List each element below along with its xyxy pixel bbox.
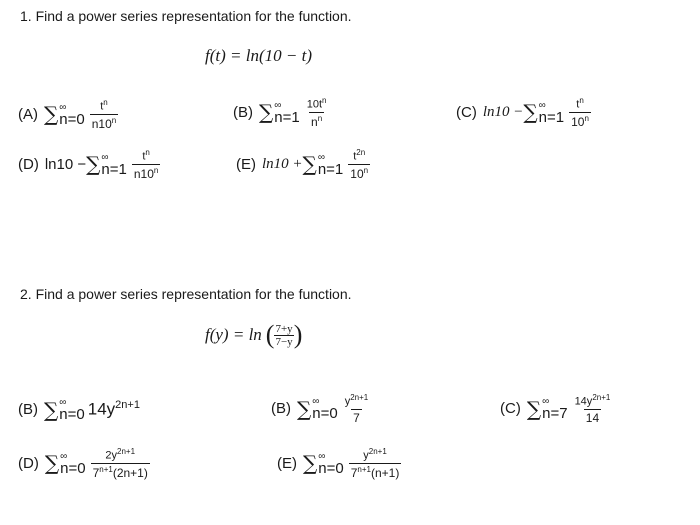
fraction: $\frac{14y^{2n+1}}{14}$ (574, 393, 611, 425)
option-label: (C) (456, 103, 477, 121)
fraction: $\frac{t^{2n}}{10^n}$ (350, 148, 369, 181)
sum-limits: ∞ n=0 (59, 397, 85, 423)
option-label: (E) (277, 454, 297, 472)
sum-symbol: ∑ (523, 100, 538, 125)
sum-limits: ∞ n=0 (318, 450, 344, 477)
sum-symbol: ∑ (303, 451, 318, 476)
fraction: $\frac{y^{2n+1}}{7^{n+1}(n+1)}$ (350, 447, 400, 480)
fraction: $\frac{t^n}{n10^n}$ (133, 148, 159, 181)
sum-limits: ∞ n=1 (101, 151, 127, 178)
question-1-heading: 1. Find a power series representation for the function. (20, 8, 352, 24)
option-prefix: ln10 − (44, 155, 87, 173)
q1-option-a[interactable] (18, 98, 120, 131)
sum-limits: ∞ n=0 (60, 450, 86, 477)
question-2-heading: 2. Find a power series representation for the function. (20, 286, 352, 302)
sum-symbol: ∑ (44, 102, 59, 127)
fraction: $\frac{y^{2n+1}}{7}$ (344, 393, 369, 425)
option-prefix: ln10 + (262, 155, 303, 172)
option-label: (A) (18, 105, 38, 123)
sum-limits: ∞ n=0 (59, 101, 85, 128)
sum-symbol: ∑ (526, 396, 542, 421)
formula-fraction: $\frac{7+y}{7-y}$ (275, 322, 293, 348)
q2-option-b-first[interactable] (18, 397, 140, 422)
sum-limits: ∞ n=7 (542, 396, 568, 423)
sum-limits: ∞ n=0 (312, 396, 338, 423)
q1-option-d[interactable] (18, 148, 162, 181)
q2-option-c[interactable] (500, 393, 614, 425)
sum-symbol: ∑ (259, 100, 274, 125)
option-label: (E) (236, 155, 256, 173)
sum-symbol: ∑ (302, 152, 317, 177)
sum-symbol: ∑ (297, 396, 312, 421)
fraction: $\frac{10t^n}{n^n}$ (306, 96, 327, 129)
option-label: (B) (233, 103, 253, 121)
series-term: $14y^{2n+1}$ (87, 399, 140, 419)
option-prefix: ln10 − (482, 103, 524, 120)
fraction: $\frac{t^n}{10^n}$ (571, 96, 589, 129)
option-label: (D) (18, 454, 39, 472)
question-1-formula: f(t) = ln(10 − t) (205, 46, 312, 65)
sum-symbol: ∑ (86, 152, 101, 177)
option-label: (B) (18, 401, 38, 418)
q2-option-b-second[interactable] (271, 393, 372, 425)
sum-limits: ∞ n=1 (538, 99, 565, 126)
q2-option-d[interactable] (18, 447, 152, 480)
q1-option-e[interactable] (236, 148, 372, 181)
option-label: (D) (18, 155, 39, 173)
sum-limits: ∞ n=1 (274, 99, 300, 126)
option-label: (C) (500, 400, 521, 418)
option-label: (B) (271, 400, 291, 418)
q1-option-b[interactable] (233, 96, 330, 129)
sum-limits: ∞ n=1 (317, 151, 344, 178)
fraction: $\frac{2y^{2n+1}}{7^{n+1}(2n+1)}$ (92, 447, 148, 480)
q1-option-c[interactable] (456, 96, 593, 129)
fraction: $\frac{t^n}{n10^n}$ (91, 98, 117, 131)
question-2-formula: f(y) = ln ( $\frac{7+y}{7-y}$ ) (205, 320, 303, 349)
sum-symbol: ∑ (44, 451, 60, 476)
q2-option-e[interactable] (277, 447, 403, 480)
sum-symbol: ∑ (44, 397, 59, 422)
